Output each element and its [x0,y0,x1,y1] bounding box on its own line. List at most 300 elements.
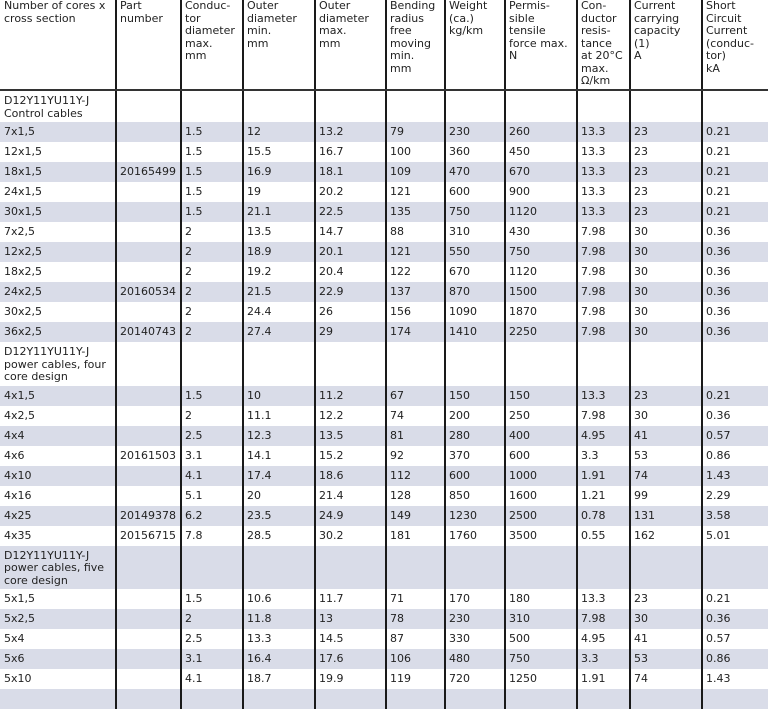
cell-tensile-force: 1600 [505,486,577,506]
table-row [0,282,768,302]
cell-bending-radius: 67 [386,386,445,406]
header-line: Current [706,24,748,37]
cell-tensile-force: 450 [505,142,577,162]
table-row [0,506,768,526]
cell-tensile-force: 2250 [505,322,577,342]
empty-cell [386,546,445,590]
cell-outer-diameter-min: 18.9 [243,242,315,262]
cell-conductor-resistance: 1.91 [577,466,630,486]
header-line: Con- [581,0,607,12]
cell-part-number: 20140743 [116,322,181,342]
cell-outer-diameter-min: 19 [243,182,315,202]
cell-outer-diameter-min: 10.6 [243,589,315,609]
header-line: Outer [319,0,351,12]
cell-conductor-resistance: 7.98 [577,262,630,282]
cell-bending-radius: 156 [386,302,445,322]
cell-conductor-resistance: 1.91 [577,669,630,689]
cell-outer-diameter-min: 13.5 [243,222,315,242]
header-line: Circuit [706,11,742,25]
header-line: N [509,49,518,62]
group-title-line: power cables, five [4,561,105,574]
table-row [0,446,768,466]
group-header-row [0,90,768,122]
empty-cell [315,342,386,386]
cell-short-circuit-current: 0.21 [702,162,768,182]
empty-cell [243,90,315,122]
cell-outer-diameter-max: 29 [315,322,386,342]
header-line: resis- [581,24,611,37]
cell-conductor-diameter: 1.5 [181,122,243,142]
cell-outer-diameter-max: 13.5 [315,426,386,446]
header-line: number [120,11,163,25]
header-line: Part [120,0,142,12]
cell-current-capacity: 23 [630,386,702,406]
cell-bending-radius: 79 [386,122,445,142]
cell-conductor-diameter: 2 [181,406,243,426]
empty-cell [630,90,702,122]
group-title-line: D12Y11YU11Y-J [4,94,90,107]
cell-outer-diameter-max: 16.7 [315,142,386,162]
cell-conductor-diameter: 1.5 [181,202,243,222]
cell-bending-radius: 92 [386,446,445,466]
cell-part-number [116,609,181,629]
cell-bending-radius: 87 [386,629,445,649]
cell-current-capacity: 23 [630,142,702,162]
cell-conductor-diameter: 1.5 [181,162,243,182]
cell-short-circuit-current: 0.57 [702,426,768,446]
empty-cell [445,546,505,590]
cell-outer-diameter-max: 22.9 [315,282,386,302]
cell-outer-diameter-min: 12.3 [243,426,315,446]
cell-outer-diameter-max [315,689,386,709]
cell-conductor-diameter: 4.1 [181,669,243,689]
cell-tensile-force: 1250 [505,669,577,689]
group-header-row [0,546,768,590]
cell-short-circuit-current: 5.01 [702,526,768,546]
cell-bending-radius: 100 [386,142,445,162]
header-line: Number of cores x [4,0,106,12]
cell-current-capacity: 162 [630,526,702,546]
cell-part-number [116,649,181,669]
empty-cell [315,90,386,122]
cell-weight: 720 [445,669,505,689]
empty-cell [116,90,181,122]
cell-weight: 480 [445,649,505,669]
empty-cell [181,342,243,386]
cell-bending-radius: 78 [386,609,445,629]
group-title [0,342,116,386]
empty-cell [702,546,768,590]
cell-tensile-force: 1120 [505,202,577,222]
cell-cores-cross-section: 5x1,5 [0,589,116,609]
cell-conductor-diameter: 1.5 [181,589,243,609]
header-line: force max. [509,36,568,50]
cell-conductor-diameter: 2.5 [181,629,243,649]
cell-outer-diameter-min: 10 [243,386,315,406]
cell-weight: 360 [445,142,505,162]
cell-outer-diameter-min: 21.5 [243,282,315,302]
column-header-short-circuit-current [702,0,768,90]
cell-cores-cross-section: 5x6 [0,649,116,669]
cell-conductor-resistance: 4.95 [577,629,630,649]
cell-bending-radius: 128 [386,486,445,506]
cell-outer-diameter-min: 17.4 [243,466,315,486]
header-line: (1) [634,36,650,50]
cell-bending-radius: 74 [386,406,445,426]
table-body [0,90,768,709]
header-line: Bending [390,0,436,12]
table-row [0,182,768,202]
cell-cores-cross-section: 7x1,5 [0,122,116,142]
header-line: Short [706,0,736,12]
cell-cores-cross-section: 4x35 [0,526,116,546]
cell-weight: 280 [445,426,505,446]
empty-cell [702,90,768,122]
cell-outer-diameter-min: 11.8 [243,609,315,629]
table-row [0,122,768,142]
empty-cell [505,90,577,122]
cell-conductor-diameter: 2 [181,322,243,342]
cell-outer-diameter-min: 14.1 [243,446,315,466]
cell-current-capacity: 53 [630,649,702,669]
header-line: min. [390,49,415,62]
header-line: ductor [581,11,617,25]
cell-conductor-diameter: 3.1 [181,649,243,669]
cell-cores-cross-section: 24x1,5 [0,182,116,202]
cell-part-number [116,222,181,242]
cell-bending-radius: 135 [386,202,445,222]
cell-conductor-resistance [577,689,630,709]
table-row [0,629,768,649]
cell-conductor-resistance: 7.98 [577,222,630,242]
header-line: free [390,24,412,37]
empty-cell [577,546,630,590]
cell-tensile-force: 430 [505,222,577,242]
header-line: mm [319,36,341,50]
header-line: max. [319,24,347,37]
column-header-outer-diameter-min [243,0,315,90]
table-row [0,222,768,242]
column-header-conductor-diameter [181,0,243,90]
cell-current-capacity: 99 [630,486,702,506]
cell-weight: 310 [445,222,505,242]
cell-short-circuit-current: 1.43 [702,466,768,486]
cell-bending-radius: 181 [386,526,445,546]
cell-conductor-resistance: 13.3 [577,162,630,182]
cell-outer-diameter-max: 20.2 [315,182,386,202]
cell-conductor-resistance: 7.98 [577,322,630,342]
cell-conductor-diameter [181,689,243,709]
cell-short-circuit-current: 0.21 [702,182,768,202]
group-title [0,90,116,122]
header-line: min. [247,24,272,37]
header-line: tensile [509,24,546,37]
cell-tensile-force: 750 [505,649,577,669]
cell-conductor-resistance: 3.3 [577,446,630,466]
cell-cores-cross-section: 24x2,5 [0,282,116,302]
cell-short-circuit-current: 0.21 [702,122,768,142]
cell-short-circuit-current: 0.36 [702,262,768,282]
cell-bending-radius: 174 [386,322,445,342]
cell-outer-diameter-min: 15.5 [243,142,315,162]
cell-tensile-force: 150 [505,386,577,406]
column-header-part-number [116,0,181,90]
cell-part-number [116,406,181,426]
cell-current-capacity: 30 [630,302,702,322]
cell-outer-diameter-min: 11.1 [243,406,315,426]
header-line: kg/km [449,24,484,37]
cell-part-number [116,182,181,202]
cell-conductor-diameter: 1.5 [181,182,243,202]
header-line: Outer [247,0,279,12]
group-title [0,546,116,590]
header-line: diameter [319,11,369,25]
cell-tensile-force: 1870 [505,302,577,322]
cell-cores-cross-section: 30x1,5 [0,202,116,222]
table-row [0,589,768,609]
cell-outer-diameter-max: 21.4 [315,486,386,506]
cell-current-capacity: 23 [630,202,702,222]
cell-conductor-resistance: 13.3 [577,182,630,202]
table-row [0,142,768,162]
cell-part-number: 20156715 [116,526,181,546]
cell-current-capacity: 30 [630,262,702,282]
cell-outer-diameter-min: 24.4 [243,302,315,322]
cell-tensile-force: 670 [505,162,577,182]
cell-cores-cross-section: 7x2,5 [0,222,116,242]
header-line: max. [581,61,609,75]
cell-cores-cross-section: 4x6 [0,446,116,466]
table-row [0,486,768,506]
cell-outer-diameter-max: 26 [315,302,386,322]
cell-outer-diameter-min: 27.4 [243,322,315,342]
cell-bending-radius: 88 [386,222,445,242]
cell-conductor-resistance: 13.3 [577,122,630,142]
cell-conductor-resistance: 7.98 [577,302,630,322]
cell-short-circuit-current: 0.36 [702,282,768,302]
header-line: Weight [449,0,488,12]
cell-current-capacity: 30 [630,322,702,342]
cell-conductor-diameter: 2 [181,222,243,242]
table-row [0,302,768,322]
header-line: capacity [634,24,681,37]
cell-bending-radius [386,689,445,709]
cell-outer-diameter-max: 24.9 [315,506,386,526]
column-header-cores-cross-section [0,0,116,90]
cell-cores-cross-section: 36x2,5 [0,322,116,342]
cell-cores-cross-section: 30x2,5 [0,302,116,322]
cell-cores-cross-section: 12x1,5 [0,142,116,162]
cell-short-circuit-current: 0.86 [702,649,768,669]
cell-short-circuit-current: 0.21 [702,589,768,609]
cell-cores-cross-section: 4x1,5 [0,386,116,406]
table-row [0,649,768,669]
cell-weight: 230 [445,122,505,142]
cell-cores-cross-section: 18x2,5 [0,262,116,282]
header-line: mm [185,49,207,62]
header-line: carrying [634,11,680,25]
header-line: kA [706,61,720,75]
header-line: Permis- [509,0,550,12]
cell-weight: 550 [445,242,505,262]
cell-part-number: 20149378 [116,506,181,526]
cell-conductor-resistance: 13.3 [577,202,630,222]
empty-cell [181,90,243,122]
cell-current-capacity: 23 [630,589,702,609]
cell-weight: 1410 [445,322,505,342]
empty-cell [386,342,445,386]
cell-current-capacity: 23 [630,122,702,142]
table-row [0,386,768,406]
cell-outer-diameter-max: 18.1 [315,162,386,182]
cell-weight: 1090 [445,302,505,322]
cell-part-number [116,486,181,506]
cell-tensile-force: 260 [505,122,577,142]
cell-weight: 470 [445,162,505,182]
empty-cell [630,546,702,590]
cell-conductor-resistance: 7.98 [577,242,630,262]
empty-cell [630,342,702,386]
group-title-line: D12Y11YU11Y-J [4,345,90,358]
cell-outer-diameter-min: 21.1 [243,202,315,222]
cell-outer-diameter-min: 18.7 [243,669,315,689]
cell-tensile-force: 250 [505,406,577,426]
cell-conductor-diameter: 3.1 [181,446,243,466]
cell-tensile-force: 1500 [505,282,577,302]
cell-cores-cross-section: 4x2,5 [0,406,116,426]
cell-bending-radius: 121 [386,182,445,202]
cell-current-capacity: 30 [630,222,702,242]
header-line: mm [390,61,412,75]
cell-weight: 170 [445,589,505,609]
cell-conductor-diameter: 7.8 [181,526,243,546]
cell-short-circuit-current: 0.36 [702,222,768,242]
header-line: max. [185,36,213,50]
empty-cell [386,90,445,122]
cell-cores-cross-section: 5x2,5 [0,609,116,629]
cell-conductor-resistance: 13.3 [577,589,630,609]
cell-weight: 370 [445,446,505,466]
cell-tensile-force: 180 [505,589,577,609]
header-line: at 20°C [581,49,623,62]
cell-outer-diameter-max: 11.7 [315,589,386,609]
cell-current-capacity: 30 [630,609,702,629]
empty-cell [505,546,577,590]
empty-cell [181,546,243,590]
cell-short-circuit-current: 0.21 [702,142,768,162]
cell-part-number: 20165499 [116,162,181,182]
empty-cell [243,342,315,386]
table-row [0,162,768,182]
cell-conductor-diameter: 2 [181,262,243,282]
header-line: diameter [247,11,297,25]
cell-conductor-diameter: 2.5 [181,426,243,446]
cell-short-circuit-current: 1.43 [702,669,768,689]
cell-bending-radius: 106 [386,649,445,669]
cell-part-number [116,202,181,222]
cell-short-circuit-current: 0.36 [702,609,768,629]
cell-cores-cross-section [0,689,116,709]
cell-short-circuit-current: 0.36 [702,322,768,342]
cell-conductor-resistance: 3.3 [577,649,630,669]
cell-part-number [116,669,181,689]
cell-outer-diameter-max: 20.4 [315,262,386,282]
table-row [0,202,768,222]
group-title-line: core design [4,573,68,587]
table-row [0,406,768,426]
cell-tensile-force: 310 [505,609,577,629]
cell-outer-diameter-min: 23.5 [243,506,315,526]
cell-cores-cross-section: 4x10 [0,466,116,486]
cell-weight: 330 [445,629,505,649]
column-header-weight [445,0,505,90]
cell-weight: 870 [445,282,505,302]
cell-weight: 200 [445,406,505,426]
header-line: Current [634,0,676,12]
cell-tensile-force: 400 [505,426,577,446]
cell-bending-radius: 81 [386,426,445,446]
group-title-line: D12Y11YU11Y-J [4,548,90,562]
table-row [0,689,768,709]
cell-short-circuit-current [702,689,768,709]
cell-bending-radius: 112 [386,466,445,486]
header-line: tance [581,36,612,50]
cell-short-circuit-current: 0.36 [702,406,768,426]
group-title-line: core design [4,370,68,383]
cell-bending-radius: 71 [386,589,445,609]
cell-part-number: 20161503 [116,446,181,466]
cell-conductor-resistance: 0.78 [577,506,630,526]
cell-part-number [116,466,181,486]
cell-cores-cross-section: 4x16 [0,486,116,506]
cell-outer-diameter-min: 28.5 [243,526,315,546]
cell-outer-diameter-min: 12 [243,122,315,142]
header-line: sible [509,11,535,25]
empty-cell [702,342,768,386]
cell-outer-diameter-max: 12.2 [315,406,386,426]
cell-outer-diameter-min: 13.3 [243,629,315,649]
cell-current-capacity: 30 [630,406,702,426]
cell-conductor-diameter: 2 [181,242,243,262]
cell-conductor-diameter: 1.5 [181,142,243,162]
cell-current-capacity: 41 [630,426,702,446]
cell-conductor-diameter: 6.2 [181,506,243,526]
cell-bending-radius: 149 [386,506,445,526]
cell-outer-diameter-max: 17.6 [315,649,386,669]
cell-outer-diameter-max: 15.2 [315,446,386,466]
table-row [0,609,768,629]
cell-conductor-resistance: 1.21 [577,486,630,506]
table-row [0,526,768,546]
cell-conductor-resistance: 7.98 [577,609,630,629]
cell-part-number [116,302,181,322]
cell-outer-diameter-max: 13 [315,609,386,629]
header-line: (conduc- [706,36,755,50]
cell-outer-diameter-max: 22.5 [315,202,386,222]
cell-outer-diameter-max: 20.1 [315,242,386,262]
cell-short-circuit-current: 2.29 [702,486,768,506]
cell-outer-diameter-max: 19.9 [315,669,386,689]
cell-bending-radius: 109 [386,162,445,182]
header-row [0,0,768,90]
cell-conductor-diameter: 1.5 [181,386,243,406]
cell-weight: 670 [445,262,505,282]
header-line: tor [185,11,201,25]
cell-current-capacity: 131 [630,506,702,526]
cell-cores-cross-section: 5x4 [0,629,116,649]
empty-cell [445,90,505,122]
empty-cell [577,342,630,386]
